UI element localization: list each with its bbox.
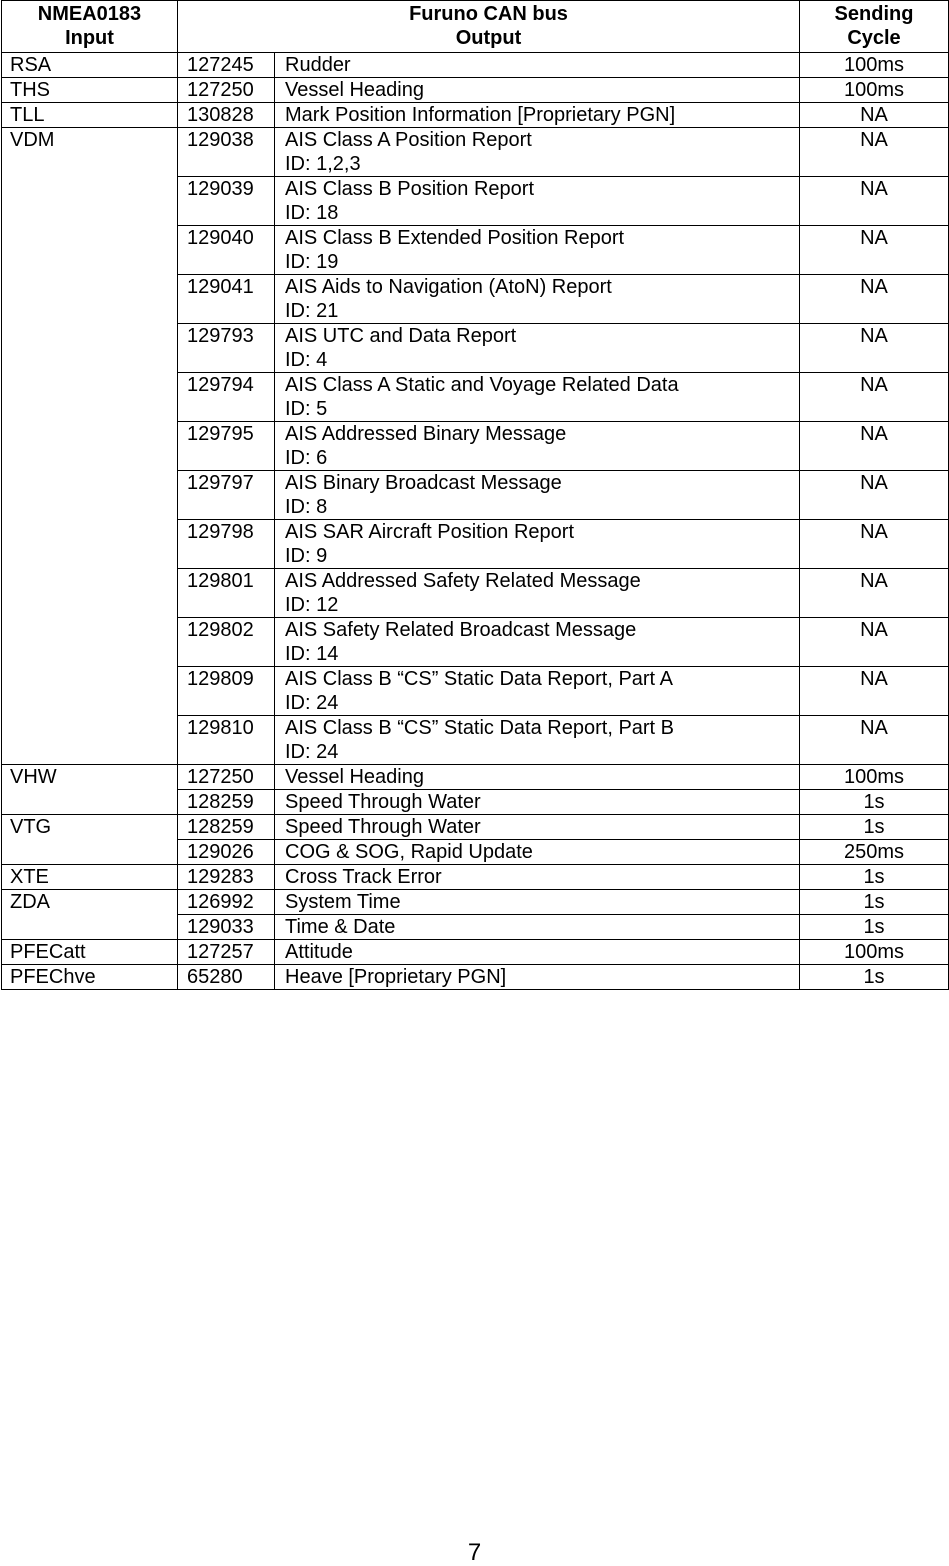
description-id: ID: 4	[285, 349, 328, 371]
description-title: AIS Addressed Safety Related Message	[285, 570, 641, 592]
cycle-cell: 1s	[800, 965, 949, 990]
cycle-cell: 1s	[800, 890, 949, 915]
description-title: AIS SAR Aircraft Position Report	[285, 521, 575, 543]
description-id: ID: 24	[285, 692, 339, 714]
cycle-cell: NA	[800, 324, 949, 373]
input-cell: TLL	[2, 103, 178, 128]
table-row	[2, 890, 949, 915]
description-cell: Time & Date	[275, 915, 800, 940]
description-title: AIS Class B Position Report	[285, 178, 534, 200]
table-row	[2, 128, 949, 177]
header-row	[2, 1, 949, 53]
cycle-cell: 1s	[800, 865, 949, 890]
input-cell: VDM	[2, 128, 178, 765]
description-cell: System Time	[275, 890, 800, 915]
description-cell	[275, 373, 800, 422]
description-id: ID: 21	[285, 300, 339, 322]
cycle-cell: NA	[800, 667, 949, 716]
input-cell: VTG	[2, 815, 178, 865]
pgn-cell: 129802	[178, 618, 275, 667]
description-title: AIS Class A Static and Voyage Related Data	[285, 374, 679, 396]
description-id: ID: 12	[285, 594, 339, 616]
cycle-cell: NA	[800, 275, 949, 324]
description-cell: Speed Through Water	[275, 790, 800, 815]
description-title: AIS Class A Position Report	[285, 129, 532, 151]
table-row	[2, 103, 949, 128]
pgn-cell: 129033	[178, 915, 275, 940]
input-cell: VHW	[2, 765, 178, 815]
description-cell	[275, 716, 800, 765]
pgn-cell: 128259	[178, 815, 275, 840]
table-row	[2, 940, 949, 965]
pgn-conversion-table	[1, 0, 949, 990]
cycle-cell: 1s	[800, 790, 949, 815]
header-cycle: Sending Cycle	[800, 1, 949, 53]
cycle-cell: NA	[800, 618, 949, 667]
input-cell: RSA	[2, 53, 178, 78]
cycle-cell: 100ms	[800, 78, 949, 103]
description-title: AIS UTC and Data Report	[285, 325, 517, 347]
input-cell: ZDA	[2, 890, 178, 940]
cycle-cell: NA	[800, 373, 949, 422]
description-title: AIS Addressed Binary Message	[285, 423, 567, 445]
pgn-cell: 65280	[178, 965, 275, 990]
description-cell: Heave [Proprietary PGN]	[275, 965, 800, 990]
description-cell	[275, 471, 800, 520]
pgn-cell: 129793	[178, 324, 275, 373]
description-id: ID: 19	[285, 251, 339, 273]
pgn-cell: 129810	[178, 716, 275, 765]
cycle-cell: 250ms	[800, 840, 949, 865]
description-cell: Mark Position Information [Proprietary PGN]	[275, 103, 800, 128]
description-cell	[275, 177, 800, 226]
description-cell: Vessel Heading	[275, 78, 800, 103]
input-cell: PFEChve	[2, 965, 178, 990]
description-cell: Rudder	[275, 53, 800, 78]
table-row	[2, 78, 949, 103]
description-title: AIS Aids to Navigation (AtoN) Report	[285, 276, 612, 298]
input-cell: PFECatt	[2, 940, 178, 965]
description-cell	[275, 667, 800, 716]
pgn-cell: 129039	[178, 177, 275, 226]
description-title: AIS Safety Related Broadcast Message	[285, 619, 637, 641]
cycle-cell: 100ms	[800, 940, 949, 965]
pgn-cell: 129038	[178, 128, 275, 177]
description-cell: Cross Track Error	[275, 865, 800, 890]
cycle-cell: NA	[800, 569, 949, 618]
description-id: ID: 1,2,3	[285, 153, 361, 175]
description-id: ID: 14	[285, 643, 339, 665]
pgn-cell: 129809	[178, 667, 275, 716]
pgn-cell: 129040	[178, 226, 275, 275]
pgn-cell: 130828	[178, 103, 275, 128]
input-cell: THS	[2, 78, 178, 103]
header-input: NMEA0183 Input	[2, 1, 178, 53]
cycle-cell: NA	[800, 471, 949, 520]
pgn-cell: 127245	[178, 53, 275, 78]
pgn-cell: 129283	[178, 865, 275, 890]
description-id: ID: 9	[285, 545, 328, 567]
pgn-cell: 129795	[178, 422, 275, 471]
description-cell	[275, 275, 800, 324]
pgn-cell: 129026	[178, 840, 275, 865]
pgn-cell: 129801	[178, 569, 275, 618]
description-cell	[275, 324, 800, 373]
description-id: ID: 24	[285, 741, 339, 763]
description-id: ID: 5	[285, 398, 328, 420]
pgn-cell: 127257	[178, 940, 275, 965]
description-cell	[275, 422, 800, 471]
cycle-cell: NA	[800, 422, 949, 471]
description-title: AIS Binary Broadcast Message	[285, 472, 562, 494]
cycle-cell: 1s	[800, 815, 949, 840]
description-id: ID: 18	[285, 202, 339, 224]
description-title: AIS Class B “CS” Static Data Report, Part B	[285, 717, 675, 739]
description-id: ID: 8	[285, 496, 328, 518]
description-title: AIS Class B Extended Position Report	[285, 227, 625, 249]
cycle-cell: NA	[800, 716, 949, 765]
page-number: 7	[467, 1539, 482, 1566]
table-row	[2, 53, 949, 78]
pgn-cell: 129797	[178, 471, 275, 520]
cycle-cell: NA	[800, 177, 949, 226]
description-cell	[275, 520, 800, 569]
cycle-cell: NA	[800, 103, 949, 128]
input-cell: XTE	[2, 865, 178, 890]
table-row	[2, 965, 949, 990]
table-row	[2, 765, 949, 790]
description-cell: Vessel Heading	[275, 765, 800, 790]
table-row	[2, 865, 949, 890]
description-id: ID: 6	[285, 447, 328, 469]
description-cell: Speed Through Water	[275, 815, 800, 840]
description-cell	[275, 618, 800, 667]
pgn-cell: 127250	[178, 765, 275, 790]
pgn-cell: 129794	[178, 373, 275, 422]
pgn-cell: 129798	[178, 520, 275, 569]
description-cell	[275, 569, 800, 618]
cycle-cell: NA	[800, 226, 949, 275]
description-cell	[275, 128, 800, 177]
pgn-cell: 127250	[178, 78, 275, 103]
cycle-cell: 1s	[800, 915, 949, 940]
table-row	[2, 815, 949, 840]
description-title: AIS Class B “CS” Static Data Report, Part A	[285, 668, 673, 690]
cycle-cell: NA	[800, 128, 949, 177]
cycle-cell: 100ms	[800, 53, 949, 78]
cycle-cell: NA	[800, 520, 949, 569]
pgn-cell: 129041	[178, 275, 275, 324]
header-output: Furuno CAN bus Output	[178, 1, 800, 53]
description-cell: Attitude	[275, 940, 800, 965]
description-cell: COG & SOG, Rapid Update	[275, 840, 800, 865]
cycle-cell: 100ms	[800, 765, 949, 790]
pgn-cell: 128259	[178, 790, 275, 815]
pgn-cell: 126992	[178, 890, 275, 915]
description-cell	[275, 226, 800, 275]
